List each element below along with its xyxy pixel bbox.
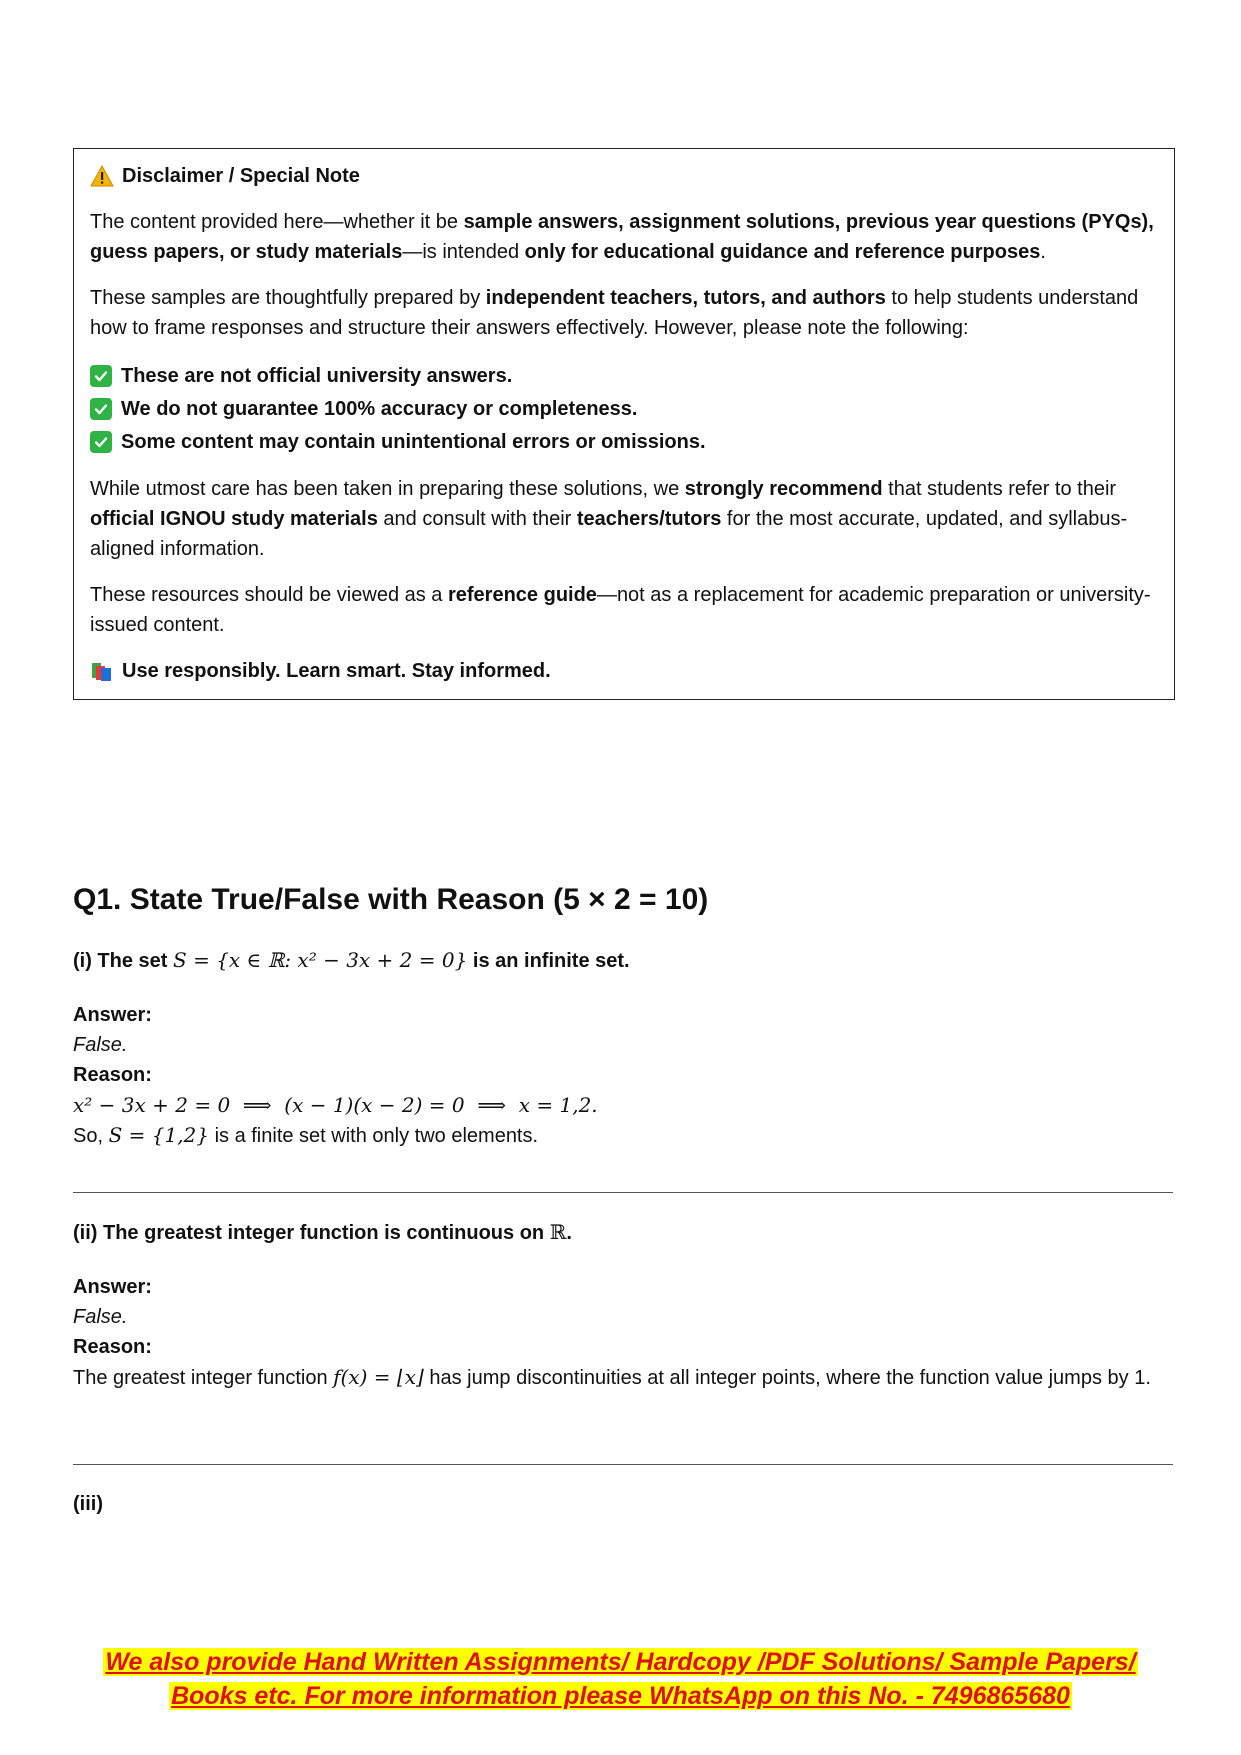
question-part-i-prompt [73,945,1175,976]
disclaimer-box [73,148,1175,700]
text: that students refer to their [882,478,1117,500]
reason-text [73,1362,1175,1393]
text: . [566,1222,572,1244]
checklist-item [90,425,1158,458]
text: —not as a replacement for academic preparation or university-issued content. [90,584,1151,636]
footer-line-2: Books etc. For more information please WhatsApp on this No. - 7496865680 [171,1682,1070,1710]
text-bold: independent teachers, tutors, and authors [485,287,886,309]
question-title: Q1. State True/False with Reason (5 × 2 = 10) [73,883,709,916]
disclaimer-paragraph-3 [90,474,1158,564]
disclaimer-closing [90,656,1158,686]
disclaimer-checklist [90,359,1158,458]
text-bold: only for educational guidance and reference purposes [524,241,1041,263]
checklist-item-label: We do not guarantee 100% accuracy or completeness. [121,397,638,420]
text: —is intended [402,241,525,263]
check-mark-icon [90,431,112,453]
footer-advertisement [0,1645,1241,1713]
text: (i) The set [73,950,174,972]
section-divider [73,1192,1173,1193]
text: The content provided here—whether it be [90,211,464,233]
text: . [1040,241,1046,263]
question-part-i-answer [73,1000,1175,1151]
text: While utmost care has been taken in preparing these solutions, we [90,478,685,500]
disclaimer-title: Disclaimer / Special Note [122,165,360,187]
books-icon [90,660,114,682]
math-expression: f(x) = ⌊x⌋ [333,1365,424,1389]
disclaimer-paragraph-2 [90,283,1158,343]
text: These samples are thoughtfully prepared by [90,287,486,309]
answer-label: Answer: [73,1004,152,1026]
question-part-ii-prompt [73,1217,1175,1248]
question-part-ii-answer [73,1272,1175,1393]
reason-text [73,1120,1175,1151]
answer-value: False. [73,1034,128,1056]
checklist-item [90,392,1158,425]
math-expression: ℝ [549,1220,567,1244]
text-bold: sample answers, assignment solutions, previous year questions (PYQs), guess papers, or study materials [90,211,1154,263]
text: is an infinite set. [467,950,630,972]
check-mark-icon [90,398,112,420]
reason-label: Reason: [73,1064,152,1086]
text-bold: teachers/tutors [576,508,722,530]
disclaimer-paragraph-4 [90,580,1158,640]
math-expression: x² − 3x + 2 = 0 ⟹ (x − 1)(x − 2) = 0 ⟹ x = 1,2. [73,1093,598,1117]
question-part-iii-prompt: (iii) [73,1493,103,1515]
text: to help students understand how to frame responses and structure their answers effectively. However, please note the following: [90,287,1139,339]
warning-icon [90,165,114,187]
text: for the most accurate, updated, and syllabus-aligned information. [90,508,1128,560]
reason-label: Reason: [73,1336,152,1358]
math-expression: S = {x ∈ ℝ: x² − 3x + 2 = 0} [173,948,468,972]
text-bold: reference guide [447,584,597,606]
text: is a finite set with only two elements. [209,1125,539,1147]
disclaimer-heading [90,161,1158,191]
math-expression: S = {1,2} [108,1123,210,1147]
text: and consult with their [377,508,577,530]
checklist-item [90,359,1158,392]
text: (ii) The greatest integer function is continuous on [73,1222,550,1244]
text-bold: official IGNOU study materials [90,508,378,530]
text: has jump discontinuities at all integer points, where the function value jumps by 1. [423,1367,1151,1389]
closing-text: Use responsibly. Learn smart. Stay informed. [122,660,551,682]
checklist-item-label: Some content may contain unintentional errors or omissions. [121,430,706,453]
text-bold: strongly recommend [684,478,883,500]
answer-label: Answer: [73,1276,152,1298]
footer-line-1: We also provide Hand Written Assignments/ Hardcopy /PDF Solutions/ Sample Papers/ [105,1648,1136,1676]
answer-value: False. [73,1306,128,1328]
text: These resources should be viewed as a [90,584,448,606]
section-divider [73,1464,1173,1465]
check-mark-icon [90,365,112,387]
disclaimer-paragraph-1 [90,207,1158,267]
checklist-item-label: These are not official university answers. [121,364,513,387]
text: So, [73,1125,109,1147]
text: The greatest integer function [73,1367,334,1389]
